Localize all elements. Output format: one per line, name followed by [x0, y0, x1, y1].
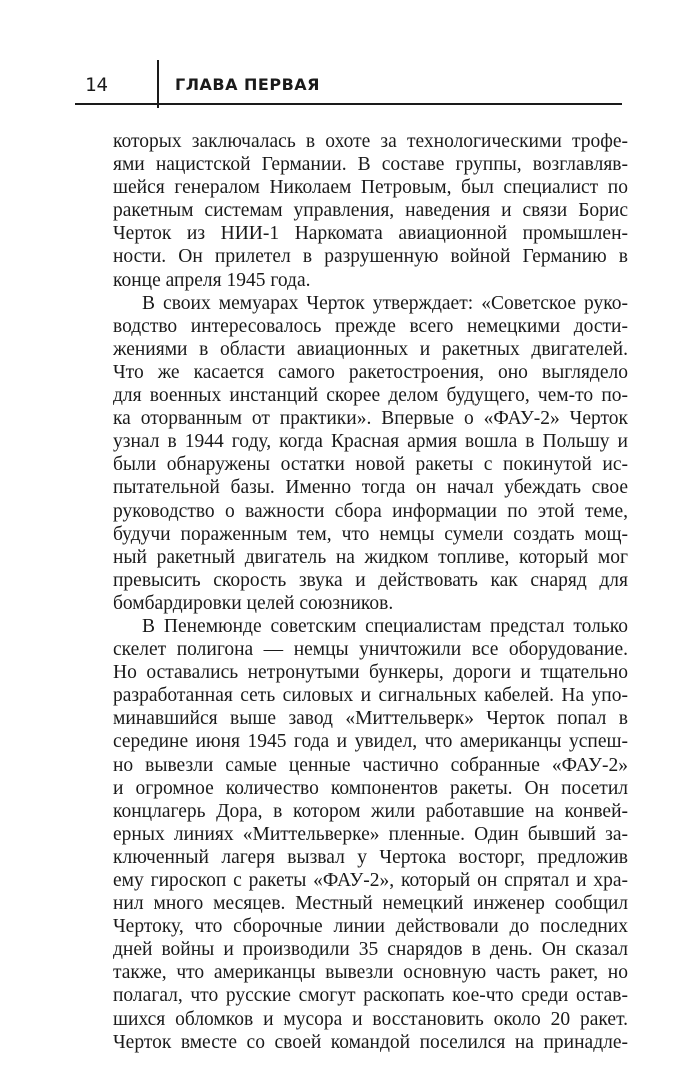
- text-line: Черток вместе со своей командой поселился на принадле-: [113, 1031, 628, 1053]
- text-line: пытательной базы. Именно тогда он начал убеждать свое: [113, 477, 628, 499]
- text-line: ный ракетный двигатель на жидком топливе, который мог: [113, 546, 628, 568]
- text-line: конце апреля 1945 года.: [113, 269, 311, 291]
- text-line: минавшийся выше завод «Миттельверк» Черток попал в: [113, 708, 628, 730]
- text-line: будучи пораженным тем, что немцы сумели создать мощ-: [113, 523, 628, 545]
- text-line: ракетным системам управления, наведения и связи Борис: [113, 200, 628, 222]
- text-line: шихся обломков и мусора и восстановить около 20 ракет.: [113, 1008, 628, 1030]
- text-line: середине июня 1945 года и увидел, что американцы успеш-: [113, 731, 628, 753]
- text-line: шейся генералом Николаем Петровым, был специалист по: [113, 177, 628, 199]
- text-line: и огромное количество компонентов ракеты. Он посетил: [113, 777, 628, 799]
- text-line: ями нацистской Германии. В составе группы, возглавляв-: [113, 154, 628, 176]
- text-line: нил много месяцев. Местный немецкий инженер сообщил: [113, 893, 628, 915]
- text-line: для военных инстанций скорее делом будущего, чем-то по-: [113, 385, 628, 407]
- text-line: дней войны и производили 35 снарядов в день. Он сказал: [113, 939, 628, 961]
- text-line: разработанная сеть силовых и сигнальных кабелей. На упо-: [113, 685, 628, 707]
- text-line: скелет полигона — немцы уничтожили все оборудование.: [113, 639, 628, 661]
- text-line: ка оторванным от практики». Впервые о «ФАУ-2» Черток: [113, 408, 628, 430]
- text-line: превысить скорость звука и действовать как снаряд для: [113, 569, 628, 591]
- text-line: В своих мемуарах Черток утверждает: «Советское руко-: [142, 292, 628, 314]
- text-line: Но оставались нетронутыми бункеры, дороги и тщательно: [113, 662, 628, 684]
- chapter-title: ГЛАВА ПЕРВАЯ: [175, 75, 320, 94]
- text-line: ерных линиях «Миттельверке» пленные. Один бывший за-: [113, 823, 628, 845]
- text-line: полагал, что русские смогут раскопать кое-что среди остав-: [113, 985, 628, 1007]
- header-vertical-rule: [157, 60, 159, 108]
- text-line: которых заключалась в охоте за технологическими трофе-: [113, 131, 628, 152]
- text-line: концлагерь Дора, в котором жили работавшие на конвей-: [113, 800, 628, 822]
- text-line: Черток из НИИ-1 Наркомата авиационной промышлен-: [113, 223, 628, 245]
- text-line: руководство о важности сбора информации по этой теме,: [113, 500, 628, 522]
- text-line: Чертоку, что сборочные линии действовали до последних: [113, 916, 628, 938]
- text-line: Что же касается самого ракетостроения, оно выглядело: [113, 361, 628, 383]
- text-line: ему гироскоп с ракеты «ФАУ-2», который он спрятал и хра-: [113, 870, 628, 891]
- header-horizontal-rule: [75, 103, 622, 105]
- text-line: ности. Он прилетел в разрушенную войной Германию в: [113, 246, 628, 268]
- text-line: узнал в 1944 году, когда Красная армия вошла в Польшу и: [113, 431, 628, 453]
- text-line: бомбардировки целей союзников.: [113, 592, 394, 614]
- page-number: 14: [85, 74, 108, 96]
- text-line: но вывезли самые ценные частично собранные «ФАУ-2»: [113, 754, 628, 776]
- text-line: были обнаружены остатки новой ракеты с покинутой ис-: [113, 454, 628, 476]
- running-header: [75, 60, 622, 110]
- body-text: [113, 130, 628, 1054]
- text-line: В Пенемюнде советским специалистам предстал только: [142, 615, 628, 637]
- text-line: водство интересовалось прежде всего немецкими дости-: [113, 315, 628, 337]
- text-line: также, что американцы вывезли основную часть ракет, но: [113, 962, 628, 984]
- text-line: ключенный лагеря вызвал у Чертока восторг, предложив: [113, 846, 628, 868]
- text-line: жениями в области авиационных и ракетных двигателей.: [113, 338, 628, 360]
